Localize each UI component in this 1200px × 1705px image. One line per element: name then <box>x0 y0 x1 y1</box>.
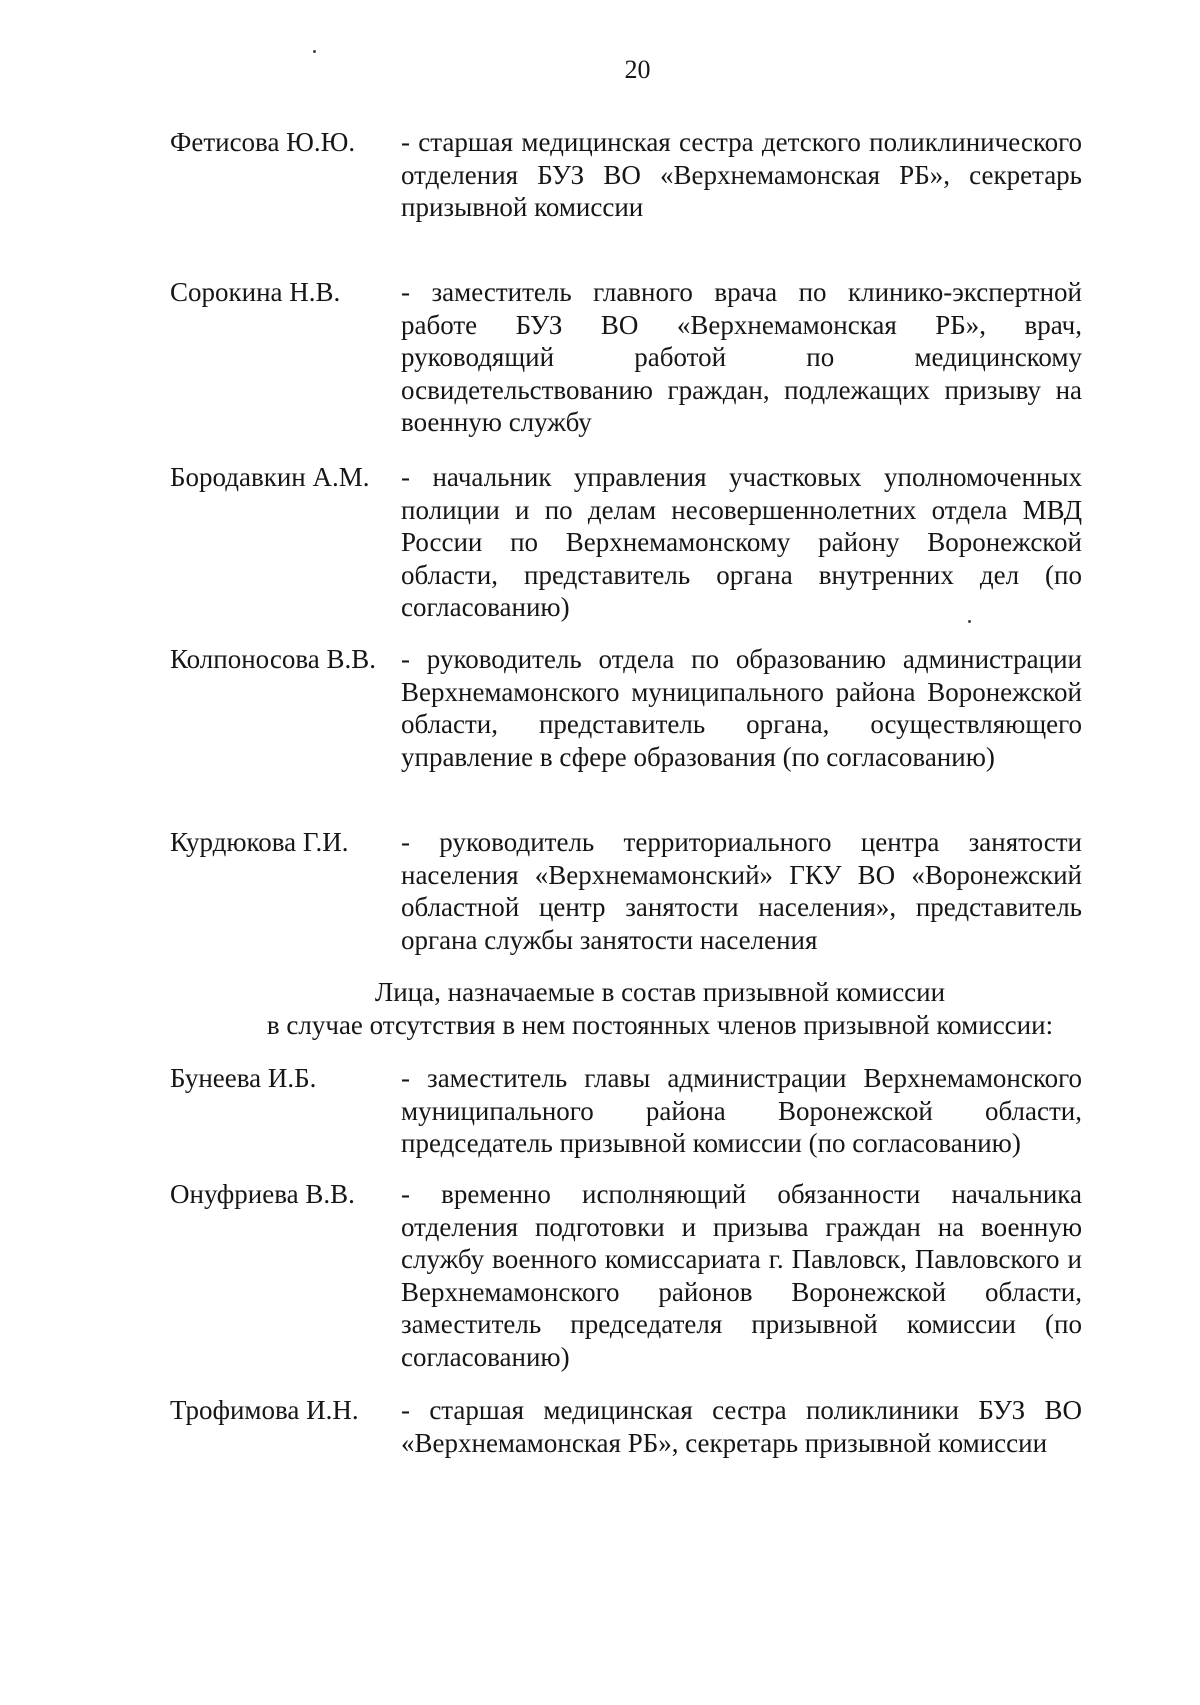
reserve-heading-line2: в случае отсутствия в нем постоянных членов призывной комиссии: <box>266 1010 1054 1040</box>
member-description: - старшая медицинская сестра поликлиники БУЗ ВО «Верхнемамонская РБ», секретарь призывной комиссии <box>401 1395 1082 1458</box>
reserve-heading-line1: Лица, назначаемые в состав призывной комиссии <box>374 977 946 1007</box>
member-name: Фетисова Ю.Ю. <box>170 127 356 157</box>
member-description: - заместитель главного врача по клинико-экспертной работе БУЗ ВО «Верхнемамонская РБ», врач, руководящий работой по медицинскому освидетельствованию граждан, подлежащих призыву на военную службу <box>401 277 1082 437</box>
scan-speck <box>313 50 316 53</box>
member-description: - временно исполняющий обязанности начальника отделения подготовки и призыва граждан на военную службу военного комиссариата г. Павловск, Павловского и Верхнемамонского районов Воронежской области, заместитель председателя призывной комиссии (по согласованию) <box>401 1179 1082 1372</box>
member-description: - руководитель территориального центра занятости населения «Верхнемамонский» ГКУ ВО «Воронежский областной центр занятости населения», представитель органа службы занятости населения <box>401 827 1082 955</box>
member-name: Бунеева И.Б. <box>170 1063 317 1093</box>
member-name: Онуфриева В.В. <box>170 1179 355 1209</box>
member-name: Трофимова И.Н. <box>170 1395 359 1425</box>
member-description: - старшая медицинская сестра детского поликлинического отделения БУЗ ВО «Верхнемамонская РБ», секретарь призывной комиссии <box>401 127 1082 222</box>
reserve-heading <box>0 976 1200 1042</box>
member-name: Курдюкова Г.И. <box>170 827 349 857</box>
member-name: Сорокина Н.В. <box>170 277 341 307</box>
member-description: - заместитель главы администрации Верхнемамонского муниципального района Воронежской области, председатель призывной комиссии (по согласованию) <box>401 1063 1082 1158</box>
member-description: - руководитель отдела по образованию администрации Верхнемамонского муниципального района Воронежской области, представитель органа, осуществляющего управление в сфере образования (по согласованию) <box>401 644 1082 772</box>
member-description: - начальник управления участковых уполномоченных полиции и по делам несовершеннолетних отдела МВД России по Верхнемамонскому району Воронежской области, представитель органа внутренних дел (по согласованию) <box>401 462 1082 622</box>
page-number: 20 <box>624 55 651 84</box>
member-name: Колпоносова В.В. <box>170 644 376 674</box>
member-name: Бородавкин А.М. <box>170 462 370 492</box>
